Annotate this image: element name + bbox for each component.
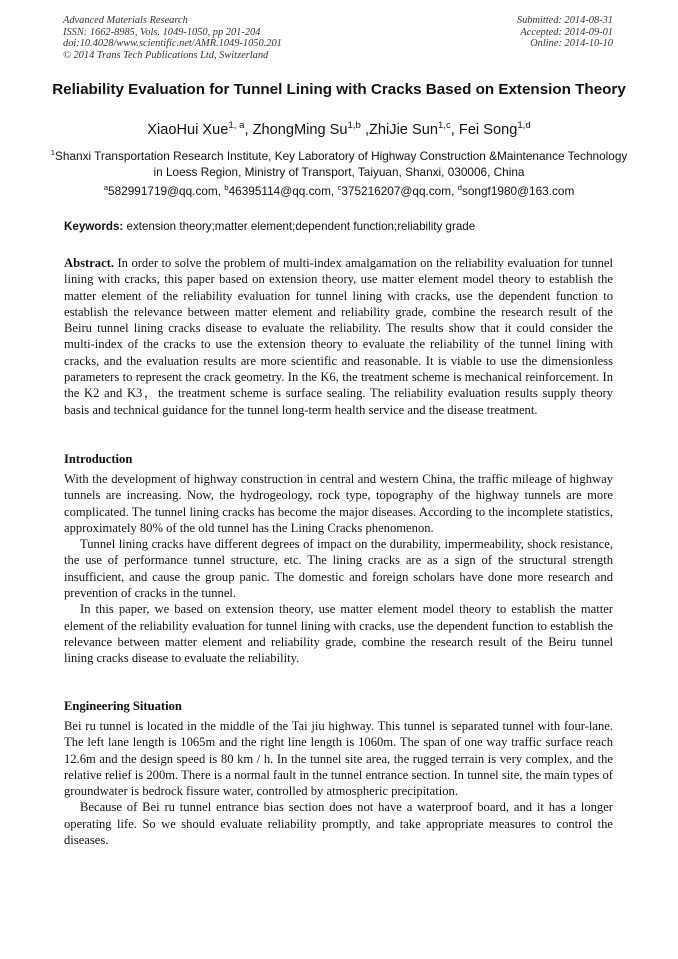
- engineering-body: [64, 718, 613, 848]
- accepted-date: Accepted: 2014-09-01: [520, 26, 613, 38]
- abstract-text: In order to solve the problem of multi-index amalgamation on the reliability evaluation for tunnel lining with cracks, this paper based on extension theory, use matter element model theory to establish the matter element of the reliability evaluation for tunnel lining with cracks, use the dependent function to establish the relevance between matter element and reliability grade, combine the research result of the Beiru tunnel lining cracks disease to evaluate the reliability. The results show that it could consider the multi-index of the cracks to use the extension theory to evaluate the reliability of the tunnel lining with cracks, and the evaluation results are more scientific and reasonable. It is viable to use the dimensionless parameters to represent the crack geometry. In the K6, the treatment scheme is mechanical reinforcement. In the K2 and K3，the treatment scheme is surface sealing. The reliability evaluation results supply theory basis and technical guidance for the tunnel long-term health service and the disease treatment.: [64, 256, 613, 417]
- author-name: ZhiJie Sun: [369, 122, 438, 138]
- introduction-body: [64, 471, 613, 667]
- author-sup: 1, a: [228, 120, 245, 132]
- author-sup: 1,b: [347, 120, 361, 132]
- author-name: XiaoHui Xue: [147, 122, 229, 138]
- abstract-label: Abstract.: [64, 256, 115, 270]
- author-list: [30, 121, 648, 139]
- author-separator: ,: [360, 122, 369, 138]
- email-address: 582991719@qq.com: [108, 184, 218, 198]
- paper-title: Reliability Evaluation for Tunnel Lining with Cracks Based on Extension Theory: [52, 81, 626, 98]
- email-separator: ,: [330, 184, 338, 198]
- author-name: ZhongMing Su: [252, 122, 348, 138]
- author-sup: 1,d: [517, 120, 531, 132]
- keywords: [64, 219, 475, 234]
- author-name: Fei Song: [458, 122, 518, 138]
- email-separator: ,: [217, 184, 225, 198]
- affiliation: [50, 149, 628, 180]
- introduction-heading: Introduction: [64, 452, 133, 466]
- paragraph: In this paper, we based on extension theory, use matter element model theory to establish the matter element of the reliability evaluation for tunnel lining with cracks, use the dependent function to establish the relevance between matter element and reliability grade, combine the research result of the Beiru tunnel lining cracks disease to evaluate the reliability.: [64, 602, 613, 666]
- email-list: [30, 184, 648, 199]
- email-separator: ,: [451, 184, 458, 198]
- doi-line: doi:10.4028/www.scientific.net/AMR.1049-1050.201: [63, 38, 282, 50]
- keywords-text: extension theory;matter element;dependent function;reliability grade: [123, 220, 476, 233]
- email-address: 375216207@qq.com: [341, 184, 452, 198]
- email-address: songf1980@163.com: [461, 184, 575, 198]
- email-sup: a: [103, 183, 109, 193]
- email-address: 46395114@qq.com: [228, 184, 331, 198]
- engineering-heading: Engineering Situation: [64, 699, 182, 713]
- issn-line: ISSN: 1662-8985, Vols. 1049-1050, pp 201-204: [63, 26, 261, 38]
- author-separator: ,: [450, 122, 459, 138]
- email-sup: b: [224, 183, 229, 193]
- online-date: Online: 2014-10-10: [530, 38, 613, 50]
- copyright-line: © 2014 Trans Tech Publications Ltd, Switzerland: [63, 49, 269, 61]
- paragraph: With the development of highway construction in central and western China, the traffic mileage of highway tunnels are increasing. Now, the hydrogeology, rock type, topography of the highway tunnels are more complicated. The tunnel lining cracks has become the major diseases. According to the incomplete statistics, approximately 80% of the old tunnel has the Lining Cracks phenomenon.: [64, 472, 613, 535]
- paragraph: Tunnel lining cracks have different degrees of impact on the durability, impermeability, shock resistance, the use of performance tunnel structure, etc. The lining cracks are as a sign of the structural strength insufficient, and cause the group panic. The domestic and foreign scholars have done more research and prevention of cracks in the tunnel.: [64, 537, 613, 601]
- paragraph: Because of Bei ru tunnel entrance bias section does not have a waterproof board, and it has a longer operating life. So we should evaluate reliability promptly, and take appropriate measures to control the diseases.: [64, 800, 613, 848]
- affiliation-sup: 1: [50, 148, 56, 158]
- email-sup: d: [457, 183, 462, 193]
- paragraph: Bei ru tunnel is located in the middle of the Tai jiu highway. This tunnel is separated tunnel with four-lane. The left lane length is 1065m and the right line length is 1060m. The span of one way traffic surface reach 12.6m and the design speed is 80 km / h. In the tunnel site area, the rugged terrain is very complex, and the relative relief is 200m. There is a normal fault in the tunnel entrance section. In tunnel site, the main types of groundwater is bedrock fissure water, controlled by atmospheric precipitation.: [64, 719, 613, 799]
- author-sup: 1,c: [437, 120, 451, 132]
- email-sup: c: [337, 183, 342, 193]
- submitted-date: Submitted: 2014-08-31: [516, 15, 613, 26]
- journal-name: Advanced Materials Research: [63, 15, 188, 26]
- affiliation-text: Shanxi Transportation Research Institute, Key Laboratory of Highway Construction &Maintenance Technology in Loess Region, Ministry of Transport, Taiyuan, Shanxi, 030006, China: [55, 149, 628, 179]
- journal-info: [63, 15, 282, 61]
- author-separator: ,: [244, 122, 253, 138]
- keywords-label: Keywords:: [64, 220, 124, 233]
- submission-dates: [517, 15, 613, 50]
- abstract: [64, 255, 613, 418]
